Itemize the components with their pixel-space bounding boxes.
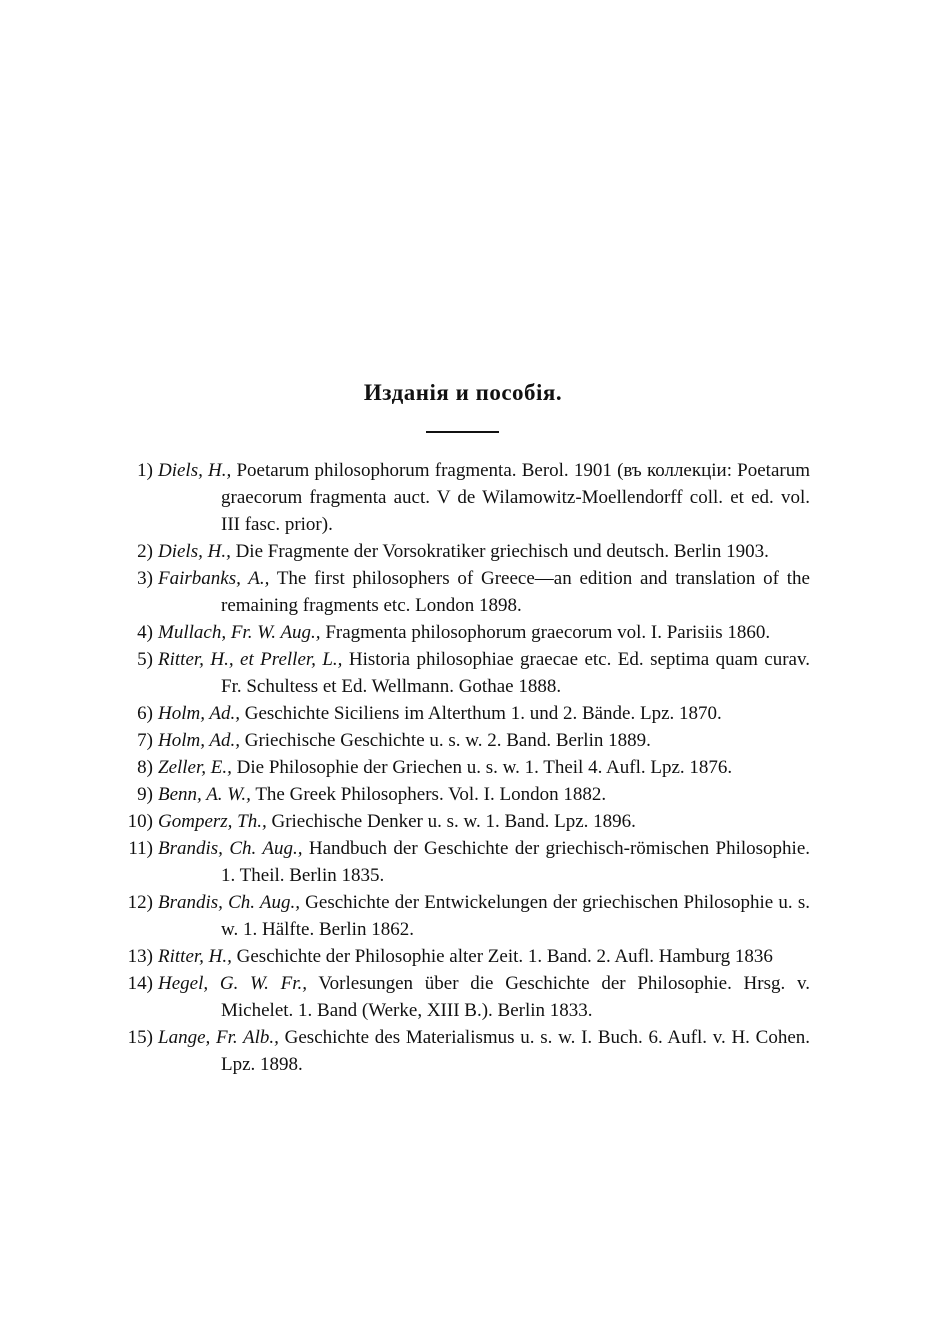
- reference-author: Lange, Fr. Alb.,: [158, 1027, 279, 1048]
- reference-item: [0, 754, 936, 781]
- reference-number: 10): [127, 811, 153, 832]
- reference-number: 14): [127, 973, 153, 994]
- reference-author: Ritter, H., et Preller, L.,: [158, 649, 343, 670]
- reference-item: [0, 781, 936, 808]
- reference-text: The Greek Philosophers. Vol. I. London 1882.: [255, 784, 607, 805]
- reference-item: [0, 889, 936, 943]
- reference-author: Holm, Ad.,: [158, 703, 240, 724]
- reference-author: Diels, H.,: [158, 541, 231, 562]
- reference-author: Fairbanks, A.,: [158, 568, 270, 589]
- reference-text: Griechische Denker u. s. w. 1. Band. Lpz. 1896.: [271, 811, 636, 832]
- reference-author: Holm, Ad.,: [158, 730, 240, 751]
- reference-number: 13): [127, 946, 153, 967]
- title-divider: [426, 431, 499, 433]
- reference-item: [0, 943, 936, 970]
- reference-item: [0, 457, 936, 538]
- reference-item: [0, 646, 936, 700]
- reference-author: Gomperz, Th.,: [158, 811, 267, 832]
- reference-number: 8): [137, 757, 153, 778]
- reference-text: Poetarum philosophorum fragmenta. Berol. 1901 (въ коллекціи: Poetarum graecorum fragmenta auct. V de Wilamowitz-Moellendorff coll. et ed. vol. III fasc. prior).: [221, 460, 810, 535]
- reference-text: Geschichte des Materialismus u. s. w. I. Buch. 6. Aufl. v. H. Cohen. Lpz. 1898.: [221, 1027, 811, 1075]
- reference-number: 9): [137, 784, 153, 805]
- reference-number: 15): [127, 1027, 153, 1048]
- reference-author: Benn, A. W.,: [158, 784, 251, 805]
- reference-author: Hegel, G. W. Fr.,: [158, 973, 308, 994]
- page-title: Изданія и пособія.: [363, 380, 563, 405]
- reference-text: Geschichte Siciliens im Alterthum 1. und 2. Bände. Lpz. 1870.: [244, 703, 722, 724]
- reference-number: 12): [127, 892, 153, 913]
- reference-item: [0, 700, 936, 727]
- reference-author: Mullach, Fr. W. Aug.,: [158, 622, 321, 643]
- reference-author: Brandis, Ch. Aug.,: [158, 892, 300, 913]
- reference-text: Historia philosophiae graecae etc. Ed. septima quam curav. Fr. Schultess et Ed. Wellmann. Gothae 1888.: [221, 649, 810, 697]
- reference-item: [0, 538, 936, 565]
- reference-author: Zeller, E.,: [158, 757, 232, 778]
- reference-number: 3): [137, 568, 153, 589]
- reference-text: Geschichte der Philosophie alter Zeit. 1. Band. 2. Aufl. Hamburg 1836: [236, 946, 773, 967]
- reference-item: [0, 835, 936, 889]
- reference-number: 5): [137, 649, 153, 670]
- reference-number: 2): [137, 541, 153, 562]
- reference-item: [0, 727, 936, 754]
- reference-number: 11): [128, 838, 153, 859]
- reference-number: 7): [137, 730, 153, 751]
- reference-item: [0, 808, 936, 835]
- reference-text: Fragmenta philosophorum graecorum vol. I. Parisiis 1860.: [325, 622, 771, 643]
- reference-text: Die Philosophie der Griechen u. s. w. 1. Theil 4. Aufl. Lpz. 1876.: [236, 757, 733, 778]
- reference-item: [0, 565, 936, 619]
- reference-author: Ritter, H.,: [158, 946, 232, 967]
- reference-text: Vorlesungen über die Geschichte der Philosophie. Hrsg. v. Michelet. 1. Band (Werke, XIII B.). Berlin 1833.: [221, 973, 810, 1021]
- reference-number: 4): [137, 622, 153, 643]
- reference-text: Handbuch der Geschichte der griechisch-römischen Philosophie. 1. Theil. Berlin 1835.: [221, 838, 811, 886]
- reference-number: 6): [137, 703, 153, 724]
- reference-item: [0, 619, 936, 646]
- reference-author: Diels, H.,: [158, 460, 232, 481]
- reference-item: [0, 970, 936, 1024]
- reference-item: [0, 1024, 936, 1078]
- reference-text: Geschichte der Entwickelungen der griechischen Philosophie u. s. w. 1. Hälfte. Berlin 1862.: [221, 892, 810, 940]
- reference-text: Griechische Geschichte u. s. w. 2. Band. Berlin 1889.: [244, 730, 651, 751]
- reference-author: Brandis, Ch. Aug.,: [158, 838, 303, 859]
- reference-number: 1): [137, 460, 153, 481]
- reference-text: Die Fragmente der Vorsokratiker griechisch und deutsch. Berlin 1903.: [235, 541, 769, 562]
- reference-list: [0, 457, 936, 1078]
- reference-text: The first philosophers of Greece—an edition and translation of the remaining fragments etc. London 1898.: [221, 568, 810, 616]
